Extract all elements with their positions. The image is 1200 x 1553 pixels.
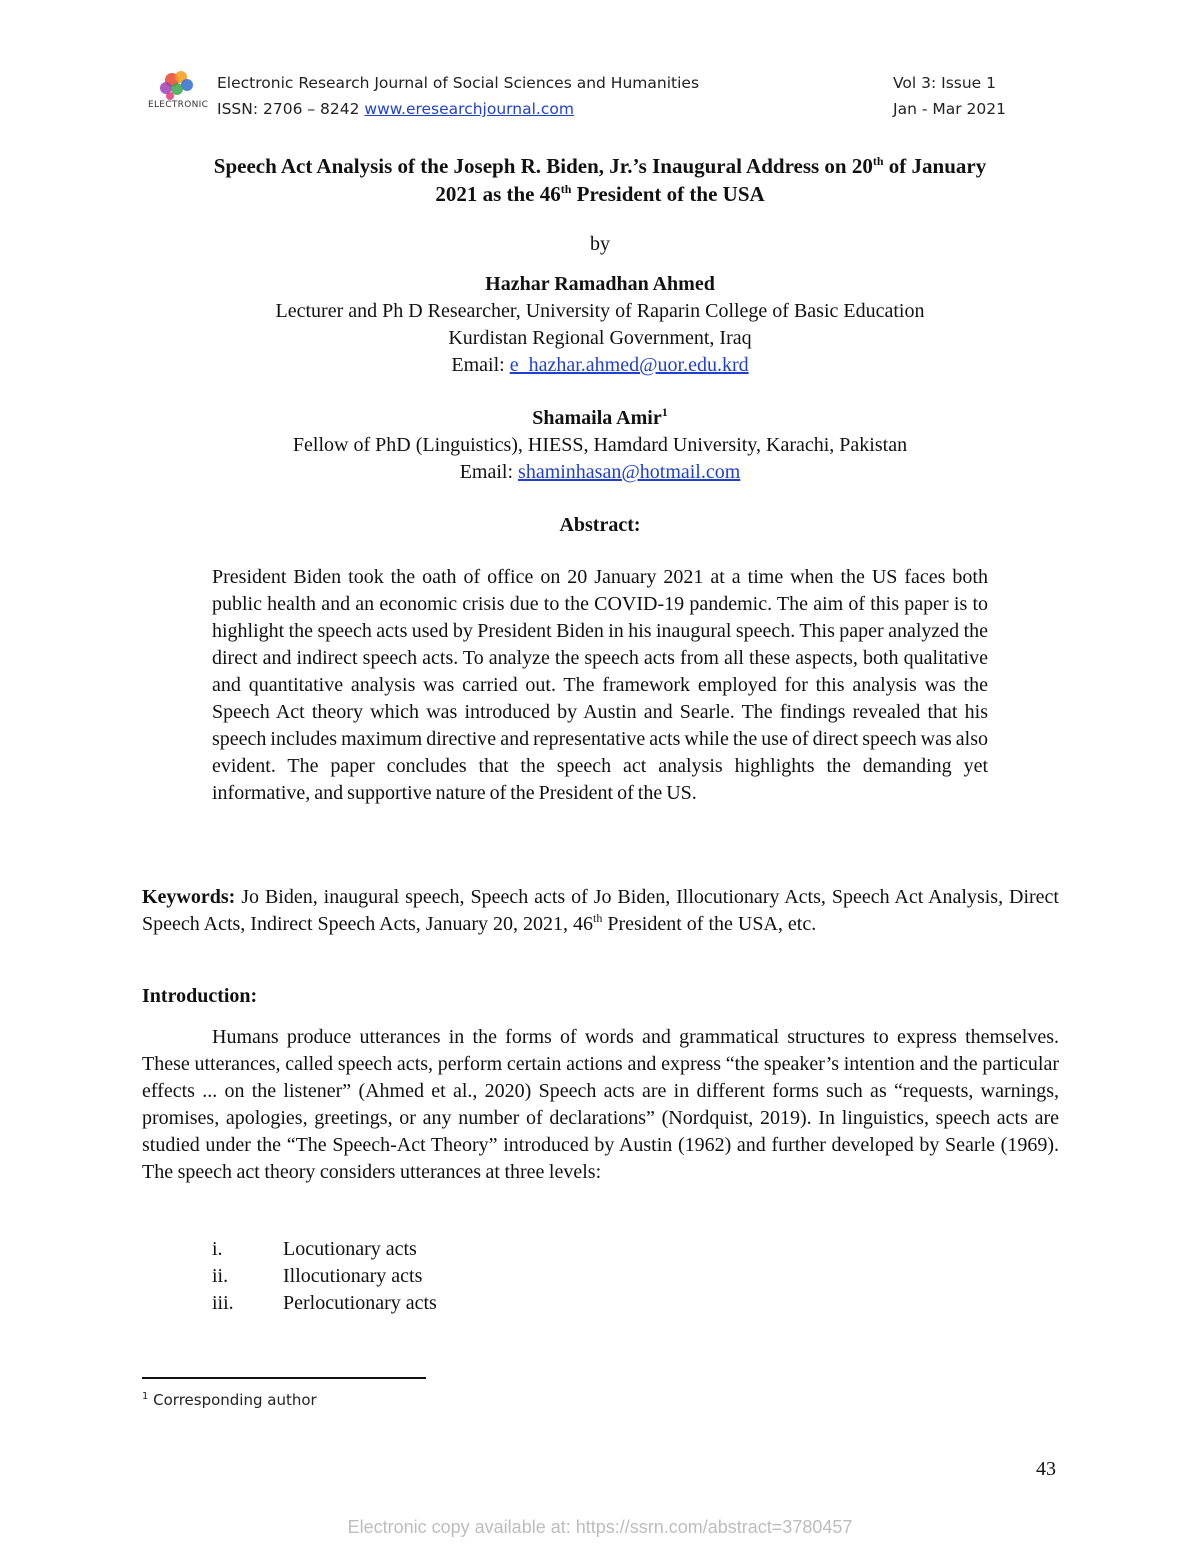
author-1-region: Kurdistan Regional Government, Iraq	[448, 327, 752, 349]
author-1-block	[0, 271, 1200, 379]
footnote-divider	[142, 1377, 426, 1379]
issn-line	[217, 100, 574, 118]
levels-list	[212, 1236, 437, 1317]
list-item: iii. Perlocutionary acts	[212, 1292, 437, 1314]
abstract-text: President Biden took the oath of office on 20 January 2021 at a time when the US faces both public health and an economic crisis due to the COVID-19 pandemic. The aim of this paper is to highlight the speech acts used by President Biden in his inaugural speech. This paper analyzed the direct and indirect speech acts. To analyze the speech acts from all these aspects, both qualitative and quantitative analysis was carried out. The framework employed for this analysis was the Speech Act theory which was introduced by Austin and Searle. The findings revealed that his speech includes maximum directive and representative acts while the use of direct speech was also evident. The paper concludes that the speech act analysis highlights the demanding yet informative, and supportive nature of the President of the US.	[212, 566, 988, 804]
volume-issue: Vol 3: Issue 1	[893, 74, 996, 92]
author-2-affiliation: Fellow of PhD (Linguistics), HIESS, Hamdard University, Karachi, Pakistan	[292, 434, 908, 456]
keywords-label: Keywords:	[142, 886, 236, 908]
author-1-affiliation: Lecturer and Ph D Researcher, University of Raparin College of Basic Education	[275, 300, 925, 322]
ssrn-watermark: Electronic copy available at: https://ssrn.com/abstract=3780457	[347, 1517, 853, 1537]
keywords-text-b: President of the USA, etc.	[602, 913, 817, 935]
introduction-heading: Introduction:	[142, 985, 258, 1007]
paper-title	[0, 152, 1200, 208]
author-2-block	[0, 405, 1200, 486]
footnote: $^1$ Corresponding author	[142, 1391, 317, 1409]
title-line-1: Speech Act Analysis of the Joseph R. Biden, Jr.’s Inaugural Address on 20th of January	[213, 154, 987, 178]
author-2-name: Shamaila Amir$^1$	[532, 405, 668, 429]
issue-date: Jan - Mar 2021	[893, 100, 1006, 118]
logo-text: ELECTRONIC	[148, 100, 209, 110]
author-2-email-link[interactable]: shaminhasan@hotmail.com	[518, 461, 741, 483]
author-2-email-line: Email: shaminhasan@hotmail.com	[459, 461, 741, 483]
keywords: Keywords: Jo Biden, inaugural speech, Speech acts of Jo Biden, Illocutionary Acts, Speech Act Analysis, Direct Speech Acts, Indirect Speech Acts, January 20, 2021, 46th President of the USA, etc.	[142, 886, 1059, 935]
list-item: i. Locutionary acts	[212, 1238, 417, 1260]
journal-website-link[interactable]: www.eresearchjournal.com	[364, 100, 574, 118]
issn: ISSN: 2706 – 8242	[217, 100, 365, 118]
abstract-heading: Abstract:	[559, 514, 641, 536]
footnote-ref[interactable]: 1	[661, 405, 668, 419]
author-1-name: Hazhar Ramadhan Ahmed	[485, 273, 715, 295]
page-number: 43	[1036, 1458, 1056, 1480]
author-1-email-link[interactable]: e_hazhar.ahmed@uor.edu.krd	[509, 354, 749, 376]
introduction-paragraph: Humans produce utterances in the forms of words and grammatical structures to express themselves. These utterances, called speech acts, perform certain actions and express “the speaker’s intention and the particular effects ... on the listener” (Ahmed et al., 2020) Speech acts are in different forms such as “requests, warnings, promises, apologies, greetings, or any number of declarations” (Nordquist, 2019). In linguistics, speech acts are studied under the “The Speech-Act Theory” introduced by Austin (1962) and further developed by Searle (1969). The speech act theory considers utterances at three levels:	[142, 1026, 1059, 1183]
journal-name: Electronic Research Journal of Social Sciences and Humanities	[217, 74, 700, 92]
author-1-email-line: Email: e_hazhar.ahmed@uor.edu.krd	[451, 354, 749, 376]
title-line-2: 2021 as the 46th President of the USA	[435, 182, 765, 206]
by-label: by	[590, 233, 610, 255]
list-item: ii. Illocutionary acts	[212, 1265, 423, 1287]
keywords-text-a: Jo Biden, inaugural speech, Speech acts of Jo Biden, Illocutionary Acts, Speech Act Analysis, Direct Speech Acts, Indirect Speech Acts, January 20, 2021, 46	[142, 886, 1059, 935]
